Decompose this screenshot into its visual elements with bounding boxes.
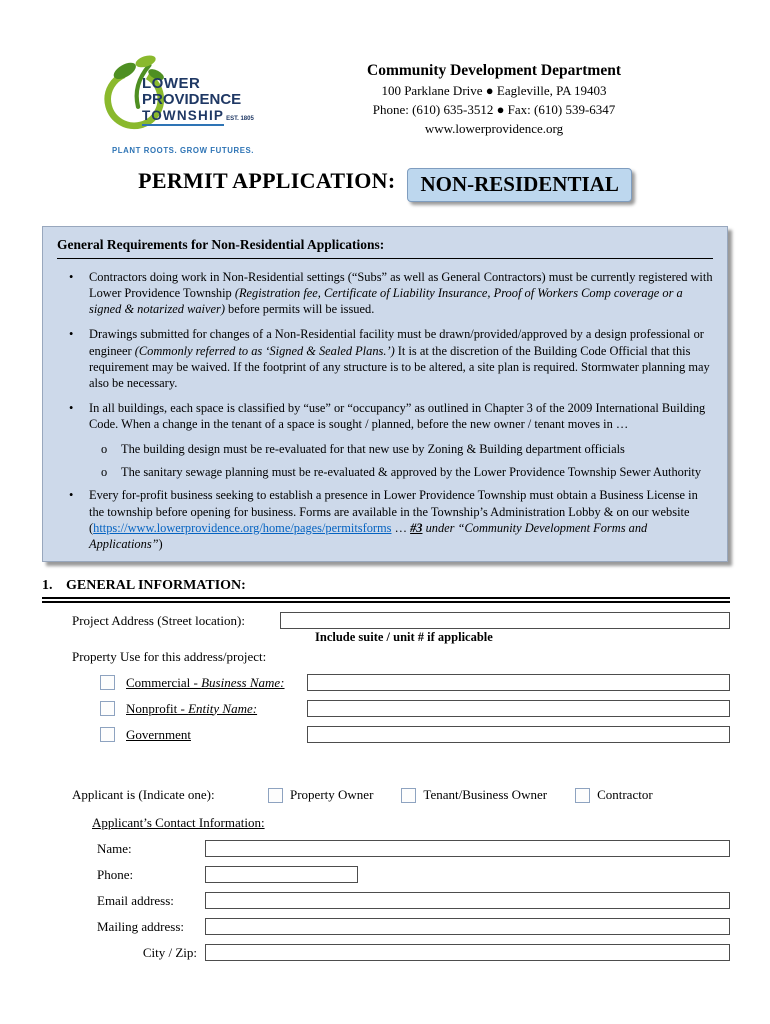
property-use-option-commercial: [42, 674, 730, 691]
requirement-text-segment: It is at the discretion of the Building Code Official that this requirement may be waived. If the footprint of any structure is to be altered, a site plan is required. Stormwater planning may also be necessary.: [89, 343, 710, 390]
logo-line-3: TOWNSHIP: [142, 109, 224, 126]
applicant-option-tenant: [401, 787, 547, 803]
logo-tagline: PLANT ROOTS. GROW FUTURES.: [112, 146, 255, 155]
page-title-label: PERMIT APPLICATION:: [138, 168, 396, 193]
requirement-text-segment: …: [391, 520, 411, 535]
contact-row-email: [42, 892, 730, 909]
bullet-marker: •: [69, 270, 74, 284]
department-address: 100 Parklane Drive ● Eagleville, PA 19403: [381, 83, 607, 98]
department-header: [318, 62, 670, 137]
section-double-rule: [42, 597, 730, 603]
option-label-italic: Business Name:: [201, 674, 285, 690]
requirement-text: [89, 326, 715, 391]
sub-bullet-marker: o: [101, 465, 108, 480]
email-label: Email address:: [97, 892, 174, 908]
department-website: www.lowerprovidence.org: [424, 121, 564, 136]
property-use-row: [42, 649, 730, 665]
nonprofit-label: [126, 701, 307, 717]
requirement-text-segment: Drawings submitted for changes of a Non-Residential facility must be drawn/provided/approved by a design professional or engineer: [89, 327, 704, 358]
project-address-row: [42, 612, 730, 629]
mailing-address-label: Mailing address:: [97, 918, 185, 934]
permits-forms-link[interactable]: https://www.lowerprovidence.org/home/pages/permitsforms: [93, 520, 392, 535]
commercial-checkbox[interactable]: [100, 675, 115, 690]
bullet-marker: •: [69, 488, 74, 503]
option-label-text: Government: [126, 726, 191, 742]
logo-est-label: EST. 1805: [226, 115, 254, 122]
sub-bullet-marker: o: [101, 442, 108, 457]
contact-information-heading-text: Applicant’s Contact Information:: [92, 815, 265, 830]
requirement-text: [89, 487, 715, 552]
logo-line-2: PROVIDENCE: [142, 90, 242, 108]
applicant-option-contractor: [575, 787, 653, 803]
department-name: Community Development Department: [367, 62, 621, 79]
department-phone-fax: Phone: (610) 635-3512 ● Fax: (610) 539-6347: [372, 102, 616, 117]
option-label-italic: Entity Name:: [188, 700, 258, 716]
name-label: Name:: [97, 840, 132, 856]
section-heading: [42, 578, 730, 594]
city-zip-label: City / Zip:: [142, 944, 197, 960]
email-input[interactable]: [205, 892, 730, 909]
requirement-subitem-building-design: [101, 441, 715, 457]
requirement-subitem-sewage: [101, 464, 715, 480]
property-use-option-nonprofit: [42, 700, 730, 717]
page-title: [0, 168, 770, 202]
contact-row-mailing-address: [42, 918, 730, 935]
requirement-text-italic: under “Community Development Forms and Applications”: [89, 520, 648, 551]
general-requirements-panel: [42, 226, 728, 562]
contractor-checkbox[interactable]: [575, 788, 590, 803]
requirement-item-contractors: [69, 269, 715, 317]
tenant-business-owner-label: Tenant/Business Owner: [423, 787, 548, 802]
requirement-item-drawings: [69, 326, 715, 391]
requirement-text: In all buildings, each space is classified by “use” or “occupancy” as outlined in Chapter 3 of the 2009 International Building Code. When a change in the tenant of a space is sought / planned, before the new owner / tenant moves in …: [89, 400, 706, 431]
contact-row-name: [42, 840, 730, 857]
township-logo: [96, 50, 306, 158]
contact-information-heading: [42, 815, 730, 831]
option-label-text: Nonprofit -: [126, 700, 189, 716]
applicant-type-row: [42, 787, 730, 803]
general-information-form: [42, 608, 730, 961]
non-residential-badge: NON-RESIDENTIAL: [407, 168, 631, 202]
requirements-divider: [57, 258, 713, 259]
requirement-text-segment: before permits will be issued.: [224, 302, 375, 317]
government-input[interactable]: [307, 726, 730, 743]
contact-row-phone: [42, 866, 730, 883]
commercial-business-name-input[interactable]: [307, 674, 730, 691]
nonprofit-checkbox[interactable]: [100, 701, 115, 716]
applicant-type-label: Applicant is (Indicate one):: [72, 787, 215, 802]
applicant-option-property-owner: [268, 787, 373, 803]
requirement-text: The building design must be re-evaluated for that new use by Zoning & Building department officials: [121, 442, 625, 457]
city-zip-input[interactable]: [205, 944, 730, 961]
property-use-option-government: [42, 726, 730, 743]
requirement-text-italic: (Registration fee, Certificate of Liability Insurance, Proof of Workers Comp coverage or a signed & notarized waiver): [89, 286, 683, 317]
requirement-text-italic: (Commonly referred to as ‘Signed & Sealed Plans.’): [134, 343, 395, 358]
logo-line-1: LOWER: [142, 75, 201, 92]
bullet-marker: •: [69, 327, 74, 342]
phone-label: Phone:: [97, 866, 134, 882]
requirement-text: The sanitary sewage planning must be re-evaluated & approved by the Lower Providence Township Sewer Authority: [121, 465, 702, 480]
requirement-text-segment: Every for-profit business seeking to establish a presence in Lower Providence Township must obtain a Business License in the township before opening for business. Forms are available in the Township’s Administration Lobby & on our website (: [89, 488, 698, 535]
contact-row-city-zip: [42, 944, 730, 961]
logo-wordmark: [142, 76, 254, 126]
option-label-text: Commercial -: [126, 674, 202, 690]
property-use-label: Property Use for this address/project:: [72, 649, 267, 664]
section-number: 1.: [42, 578, 53, 593]
name-input[interactable]: [205, 840, 730, 857]
section-general-information: [42, 578, 730, 603]
forms-ref-number: #3: [410, 520, 423, 535]
property-owner-checkbox[interactable]: [268, 788, 283, 803]
requirement-item-occupancy: [69, 400, 715, 432]
requirement-text-segment: ): [158, 536, 163, 551]
project-address-input[interactable]: [280, 612, 730, 629]
property-owner-label: Property Owner: [290, 787, 374, 802]
project-address-label: Project Address (Street location):: [72, 612, 245, 628]
phone-input[interactable]: [205, 866, 358, 883]
requirement-text-segment: Contractors doing work in Non-Residential settings (“Subs” as well as General Contractors) must be currently registered with Lower Providence Township: [89, 270, 713, 301]
government-label: [126, 727, 307, 743]
tenant-business-owner-checkbox[interactable]: [401, 788, 416, 803]
nonprofit-entity-name-input[interactable]: [307, 700, 730, 717]
mailing-address-input[interactable]: [205, 918, 730, 935]
section-heading-label: GENERAL INFORMATION:: [66, 578, 246, 593]
bullet-marker: •: [69, 400, 74, 415]
requirement-text: [89, 269, 715, 317]
commercial-label: [126, 675, 307, 691]
suite-unit-note: Include suite / unit # if applicable: [315, 630, 493, 644]
government-checkbox[interactable]: [100, 727, 115, 742]
contractor-label: Contractor: [597, 787, 653, 802]
requirements-heading: General Requirements for Non-Residential Applications:: [57, 237, 385, 252]
requirement-item-business-license: [69, 487, 715, 552]
